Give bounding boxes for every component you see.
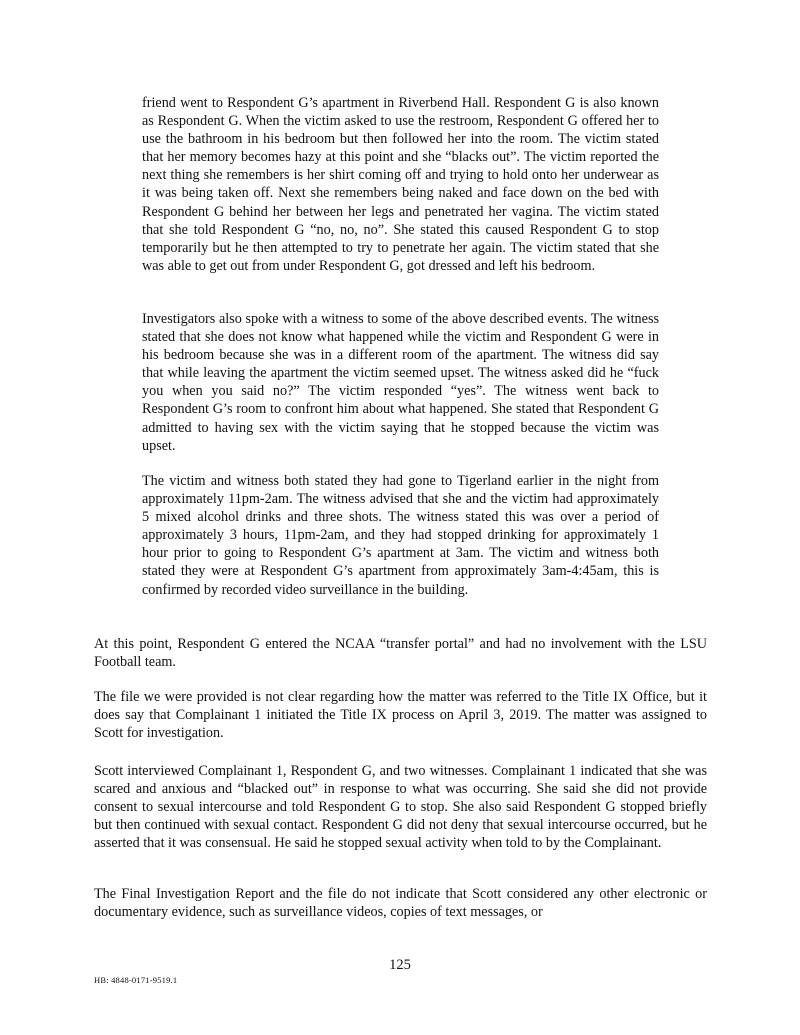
quoted-paragraph-witness-statement: Investigators also spoke with a witness to some of the above described events. The witness stated that she does not know what happened while the victim and Respondent G were in his bedroom because she was in a different room of the apartment. The witness did say that while leaving the apartment the victim seemed upset. The witness asked did he “fuck you when you said no?” The victim responded “yes”. The witness went back to Respondent G’s room to confront him about what happened. She stated that Respondent G admitted to having sex with the victim saying that he stopped because the victim was upset. (142, 311, 659, 454)
document-id: HB: 4848-0171-9519.1 (94, 975, 178, 985)
page-number: 125 (389, 957, 411, 973)
quoted-paragraph-timeline: The victim and witness both stated they had gone to Tigerland earlier in the night from approximately 11pm-2am. The witness advised that she and the victim had approximately 5 mixed alcohol drinks and three shots. The witness stated this was over a period of approximately 3 hours, 11pm-2am, and they had stopped drinking for approximately 1 hour prior to going to Respondent G’s apartment at 3am. The victim and witness both stated they were at Respondent G’s apartment from approximately 3am-4:45am, this is confirmed by recorded video surveillance in the building. (142, 473, 659, 598)
body-paragraph-referral: The file we were provided is not clear regarding how the matter was referred to the Title IX Office, but it does say that Complainant 1 initiated the Title IX process on April 3, 2019. The matter was assigned to Scott for investigation. (94, 689, 707, 742)
quoted-paragraph-victim-account: friend went to Respondent G’s apartment in Riverbend Hall. Respondent G is also known as Respondent G. When the victim asked to use the restroom, Respondent G offered her to use the bathroom in his bedroom but then followed her into the room. The victim stated that her memory becomes hazy at this point and she “blacks out”. The victim reported the next thing she remembers is her shirt coming off and trying to hold onto her underwear as it was being taken off. Next she remembers being naked and face down on the bed with Respondent G behind her between her legs and penetrated her vagina. The victim stated that she told Respondent G “no, no, no”. She stated this caused Respondent G to stop temporarily but he then attempted to try to penetrate her again. The victim stated that she was able to get out from under Respondent G, got dressed and left his bedroom. (142, 95, 659, 274)
body-paragraph-transfer-portal: At this point, Respondent G entered the NCAA “transfer portal” and had no involvement with the LSU Football team. (94, 636, 707, 671)
body-paragraph-final-report: The Final Investigation Report and the file do not indicate that Scott considered any other electronic or documentary evidence, such as surveillance videos, copies of text messages, or (94, 886, 707, 921)
body-paragraph-interviews: Scott interviewed Complainant 1, Respondent G, and two witnesses. Complainant 1 indicated that she was scared and anxious and “blacked out” in response to what was occurring. She said she did not provide consent to sexual intercourse and told Respondent G to stop. She also said Respondent G stopped briefly but then continued with sexual contact. Respondent G did not deny that sexual intercourse occurred, but he asserted that it was consensual. He said he stopped sexual activity when told to by the Complainant. (94, 763, 707, 852)
